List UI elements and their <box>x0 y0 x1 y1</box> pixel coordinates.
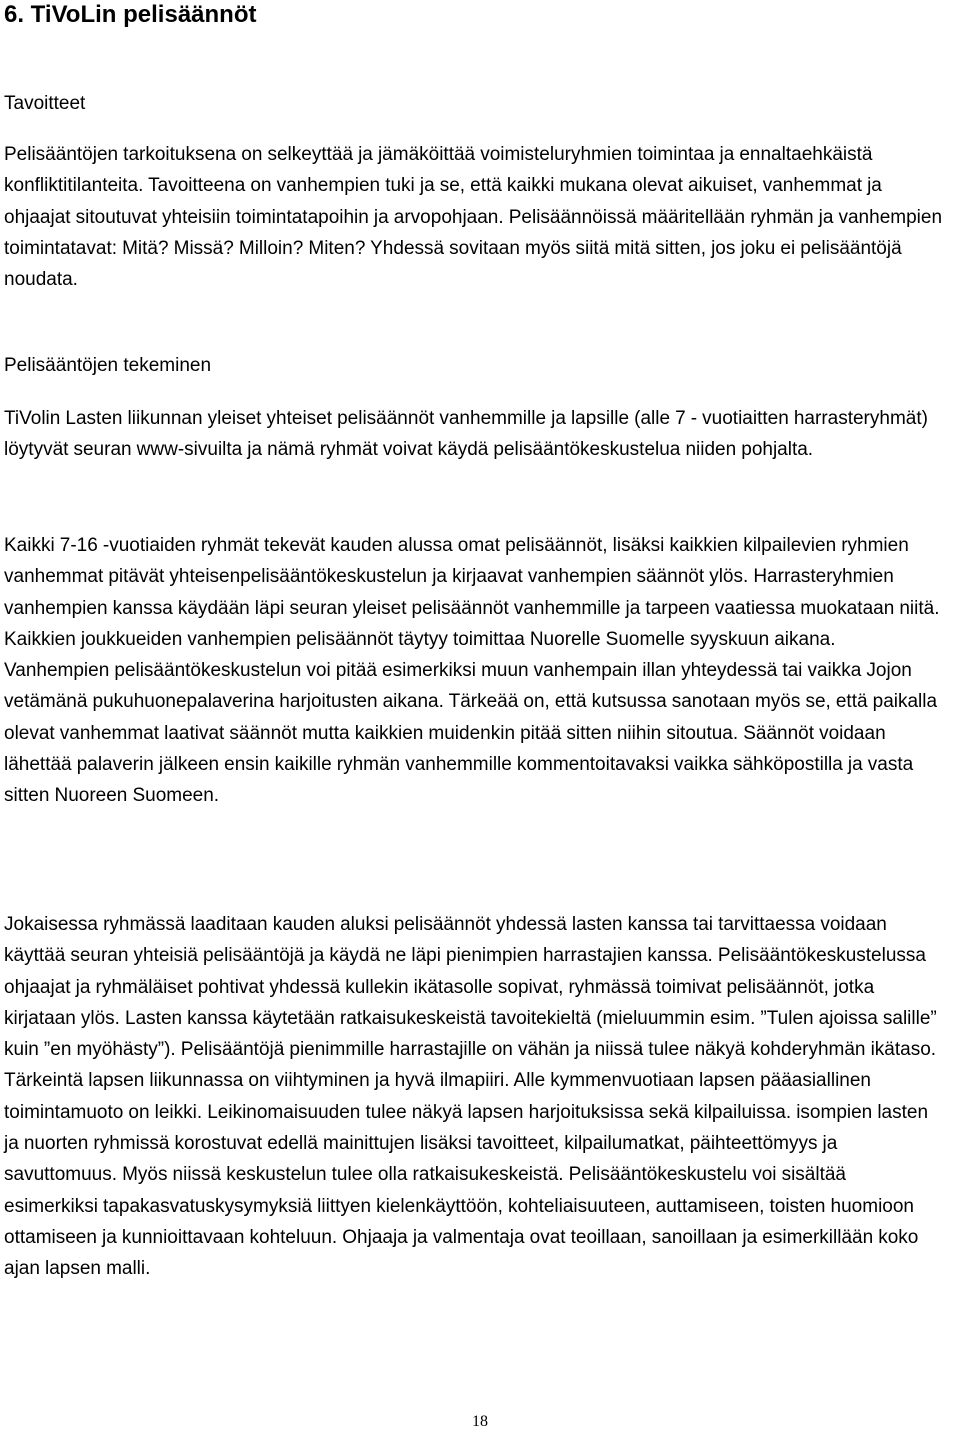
page-title: 6. TiVoLin pelisäännöt <box>4 1 257 28</box>
page-number: 18 <box>472 1413 488 1430</box>
section-heading-pelisaantojen-tekeminen: Pelisääntöjen tekeminen <box>4 355 212 376</box>
paragraph-tekeminen-3: Jokaisessa ryhmässä laaditaan kauden aluksi pelisäännöt yhdessä lasten kanssa tai tarvittaessa voidaan käyttää seuran yhteisiä pelisääntöjä ja käydä ne läpi pienimpien harrastajien kanssa. Pelisääntökeskustelussa ohjaajat ja ryhmäläiset pohtivat yhdessä kullekin ikätasolle sopivat, ryhmässä toimivat pelisäännöt, jotka kirjataan ylös. Lasten kanssa käytetään ratkaisukeskeistä tavoitekieltä (mieluummin esim. ”Tulen ajoissa salille” kuin ”en myöhästy”). Pelisääntöjä pienimmille harrastajille on vähän ja niissä tulee näkyä kohderyhmän ikätaso. Tärkeintä lapsen liikunnassa on viihtyminen ja hyvä ilmapiiri. Alle kymmenvuotiaan lapsen pääasiallinen toimintamuoto on leikki. Leikinomaisuuden tulee näkyä lapsen harjoituksissa sekä kilpailuissa. isompien lasten ja nuorten ryhmissä korostuvat edellä mainittujen lisäksi tavoitteet, kilpailumatkat, päihteettömyys ja savuttomuus. Myös niissä keskustelun tulee olla ratkaisukeskeistä. Pelisääntökeskustelu voi sisältää esimerkiksi tapakasvatuskysymyksiä liittyen kielenkäyttöön, kohteliaisuuteen, auttamiseen, toisten huomioon ottamiseen ja kunnioittavaan kohteluun. Ohjaaja ja valmentaja ovat teoillaan, sanoillaan ja esimerkillään koko ajan lapsen malli. <box>4 914 937 1280</box>
section-heading-tavoitteet: Tavoitteet <box>4 93 86 114</box>
paragraph-tekeminen-1: TiVolin Lasten liikunnan yleiset yhteiset pelisäännöt vanhemmille ja lapsille (alle 7 - vuotiaitten harrasteryhmät) löytyvät seuran www-sivuilta ja nämä ryhmät voivat käydä pelisääntökeskustelua niiden pohjalta. <box>4 408 928 461</box>
paragraph-tekeminen-2: Kaikki 7-16 -vuotiaiden ryhmät tekevät kauden alussa omat pelisäännöt, lisäksi kaikkien kilpailevien ryhmien vanhemmat pitävät yhteisenpelisääntökeskustelun ja kirjaavat vanhempien säännöt ylös. Harrasteryhmien vanhempien kanssa käydään läpi seuran yleiset pelisäännöt vanhemmille ja tarpeen vaatiessa muokataan niitä. Kaikkien joukkueiden vanhempien pelisäännöt täytyy toimittaa Nuorelle Suomelle syyskuun aikana. Vanhempien pelisääntökeskustelun voi pitää esimerkiksi muun vanhempain illan yhteydessä tai vaikka Jojon vetämänä pukuhuonepalaverina harjoitusten aikana. Tärkeää on, että kutsussa sanotaan myös se, että paikalla olevat vanhemmat laativat säännöt mutta kaikkien muidenkin pitää sitten niihin sitoutua. Säännöt voidaan lähettää palaverin jälkeen ensin kaikille ryhmän vanhemmille kommentoitavaksi vaikka sähköpostilla ja vasta sitten Nuoreen Suomeen. <box>4 535 940 807</box>
paragraph-tavoitteet: Pelisääntöjen tarkoituksena on selkeyttää ja jämäköittää voimisteluryhmien toimintaa ja ennaltaehkäistä konfliktitilanteita. Tavoitteena on vanhempien tuki ja se, että kaikki mukana olevat aikuiset, vanhemmat ja ohjaajat sitoutuvat yhteisiin toimintatapoihin ja arvopohjaan. Pelisäännöissä määritellään ryhmän ja vanhempien toimintatavat: Mitä? Missä? Milloin? Miten? Yhdessä sovitaan myös siitä mitä sitten, jos joku ei pelisääntöjä noudata. <box>4 144 943 291</box>
